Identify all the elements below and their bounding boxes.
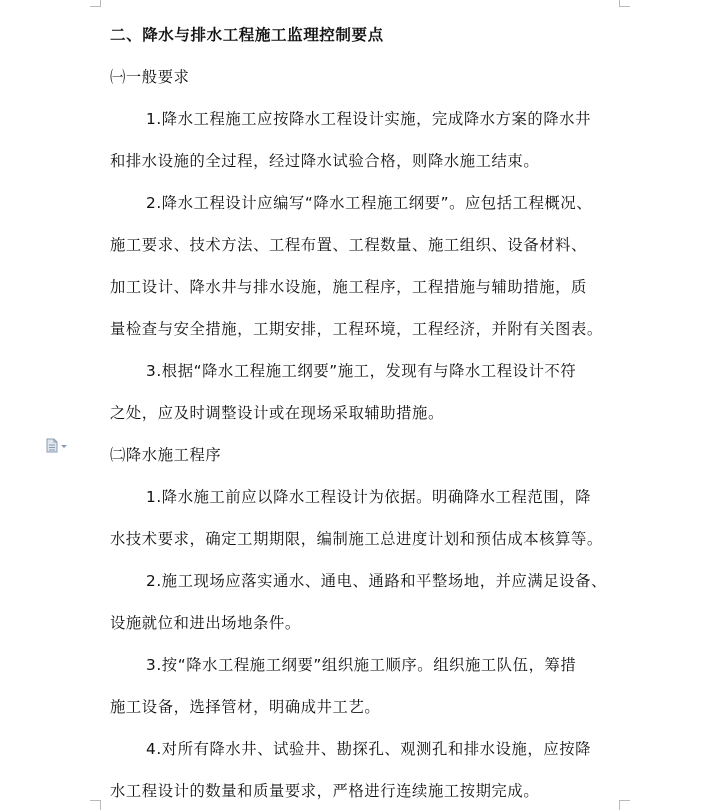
text-line: 水技术要求，确定工期期限，编制施工总进度计划和预估成本核算等。 [110,530,603,548]
document-body [110,14,610,812]
text-line: 之处，应及时调整设计或在现场采取辅助措施。 [110,404,444,422]
text-line: 2.施工现场应落实通水、通电、通路和平整场地，并应满足设备、 [146,572,607,590]
text-line: 3.根据“降水工程施工纲要”施工，发现有与降水工程设计不符 [146,362,577,380]
subsection-heading-general: ㈠一般要求 [110,68,190,86]
text-line: 3.按“降水工程施工纲要”组织施工顺序。组织施工队伍，筹措 [146,656,577,674]
text-line: 量检查与安全措施，工期安排，工程环境，工程经济，并附有关图表。 [110,320,603,338]
text-line: 施工要求、技术方法、工程布置、工程数量、施工组织、设备材料、 [110,236,587,254]
subsection-heading-procedure: ㈡降水施工程序 [110,446,222,464]
chevron-down-icon [61,445,67,448]
text-line: 施工设备，选择管材，明确成井工艺。 [110,698,381,716]
margin-mark-top-left [90,0,101,7]
document-icon [46,438,58,453]
margin-mark-top-right [619,0,630,7]
section-heading: 二、降水与排水工程施工监理控制要点 [110,26,384,44]
text-line: 加工设计、降水井与排水设施，施工程序，工程措施与辅助措施，质 [110,278,587,296]
text-line: 4.对所有降水井、试验井、勘探孔、观测孔和排水设施，应按降 [146,740,592,758]
text-line: 2.降水工程设计应编写“降水工程施工纲要”。应包括工程概况、 [146,194,593,212]
text-line: 和排水设施的全过程，经过降水试验合格，则降水施工结束。 [110,152,540,170]
text-line: 1.降水工程施工应按降水工程设计实施，完成降水方案的降水井 [146,110,592,128]
text-line: 水工程设计的数量和质量要求，严格进行连续施工按期完成。 [110,782,540,800]
paragraph-options-button[interactable] [46,437,74,453]
text-line: 设施就位和进出场地条件。 [110,614,301,632]
text-line: 1.降水施工前应以降水工程设计为依据。明确降水工程范围，降 [146,488,592,506]
